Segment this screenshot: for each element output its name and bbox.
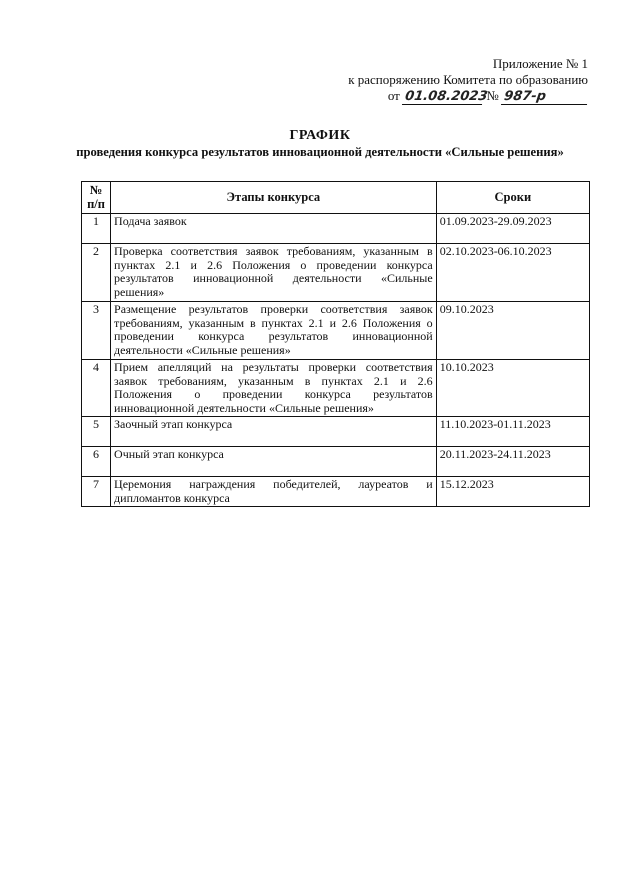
row-dates: 02.10.2023-06.10.2023 <box>436 244 589 302</box>
column-header-dates: Сроки <box>436 182 589 214</box>
row-stage: Размещение результатов проверки соответствия заявок требованиям, указанным в пунктах 2.1 и 2.6 Положения о проведении конкурса результатов инновационной деятельности «Сильные решения» <box>111 302 437 360</box>
table-row <box>82 447 590 477</box>
appendix-label: Приложение № 1 <box>492 56 588 71</box>
row-dates: 11.10.2023-01.11.2023 <box>436 417 589 447</box>
order-reference: к распоряжению Комитета по образованию <box>348 72 588 87</box>
row-dates: 15.12.2023 <box>436 477 589 507</box>
table-row <box>82 417 590 447</box>
table-row <box>82 477 590 507</box>
appendix-header <box>348 56 588 105</box>
row-number: 2 <box>82 244 111 302</box>
handwritten-order-date: 01.08.2023 <box>402 90 484 105</box>
row-dates: 20.11.2023-24.11.2023 <box>436 447 589 477</box>
order-date-number-line <box>348 88 588 105</box>
row-dates: 10.10.2023 <box>436 360 589 417</box>
table-row <box>82 214 590 244</box>
row-number: 5 <box>82 417 111 447</box>
schedule-table <box>81 181 590 507</box>
row-number: 1 <box>82 214 111 244</box>
table-row <box>82 360 590 417</box>
column-header-stage: Этапы конкурса <box>111 182 437 214</box>
row-number: 6 <box>82 447 111 477</box>
document-subtitle: проведения конкурса результатов инновационной деятельности «Сильные решения» <box>76 145 564 159</box>
row-stage: Подача заявок <box>111 214 437 244</box>
table-header-row <box>82 182 590 214</box>
row-stage: Церемония награждения победителей, лауреатов и дипломантов конкурса <box>111 477 437 507</box>
row-number: 3 <box>82 302 111 360</box>
column-header-number: № п/п <box>82 182 111 214</box>
handwritten-order-number: 987-р <box>501 90 589 105</box>
from-label: от <box>387 88 400 103</box>
row-stage: Проверка соответствия заявок требованиям, указанным в пунктах 2.1 и 2.6 Положения о проведении конкурса результатов инновационной деятельности «Сильные решения» <box>111 244 437 302</box>
document-title: ГРАФИК <box>289 128 351 143</box>
table-row <box>82 244 590 302</box>
number-label: № <box>486 88 499 103</box>
row-number: 7 <box>82 477 111 507</box>
row-stage: Прием апелляций на результаты проверки соответствия заявок требованиям, указанным в пунктах 2.1 и 2.6 Положения о проведении конкурса результатов инновационной деятельности «Сильные решения» <box>111 360 437 417</box>
row-number: 4 <box>82 360 111 417</box>
row-dates: 09.10.2023 <box>436 302 589 360</box>
row-stage: Очный этап конкурса <box>111 447 437 477</box>
title-block <box>0 127 640 160</box>
row-stage: Заочный этап конкурса <box>111 417 437 447</box>
table-row <box>82 302 590 360</box>
row-dates: 01.09.2023-29.09.2023 <box>436 214 589 244</box>
